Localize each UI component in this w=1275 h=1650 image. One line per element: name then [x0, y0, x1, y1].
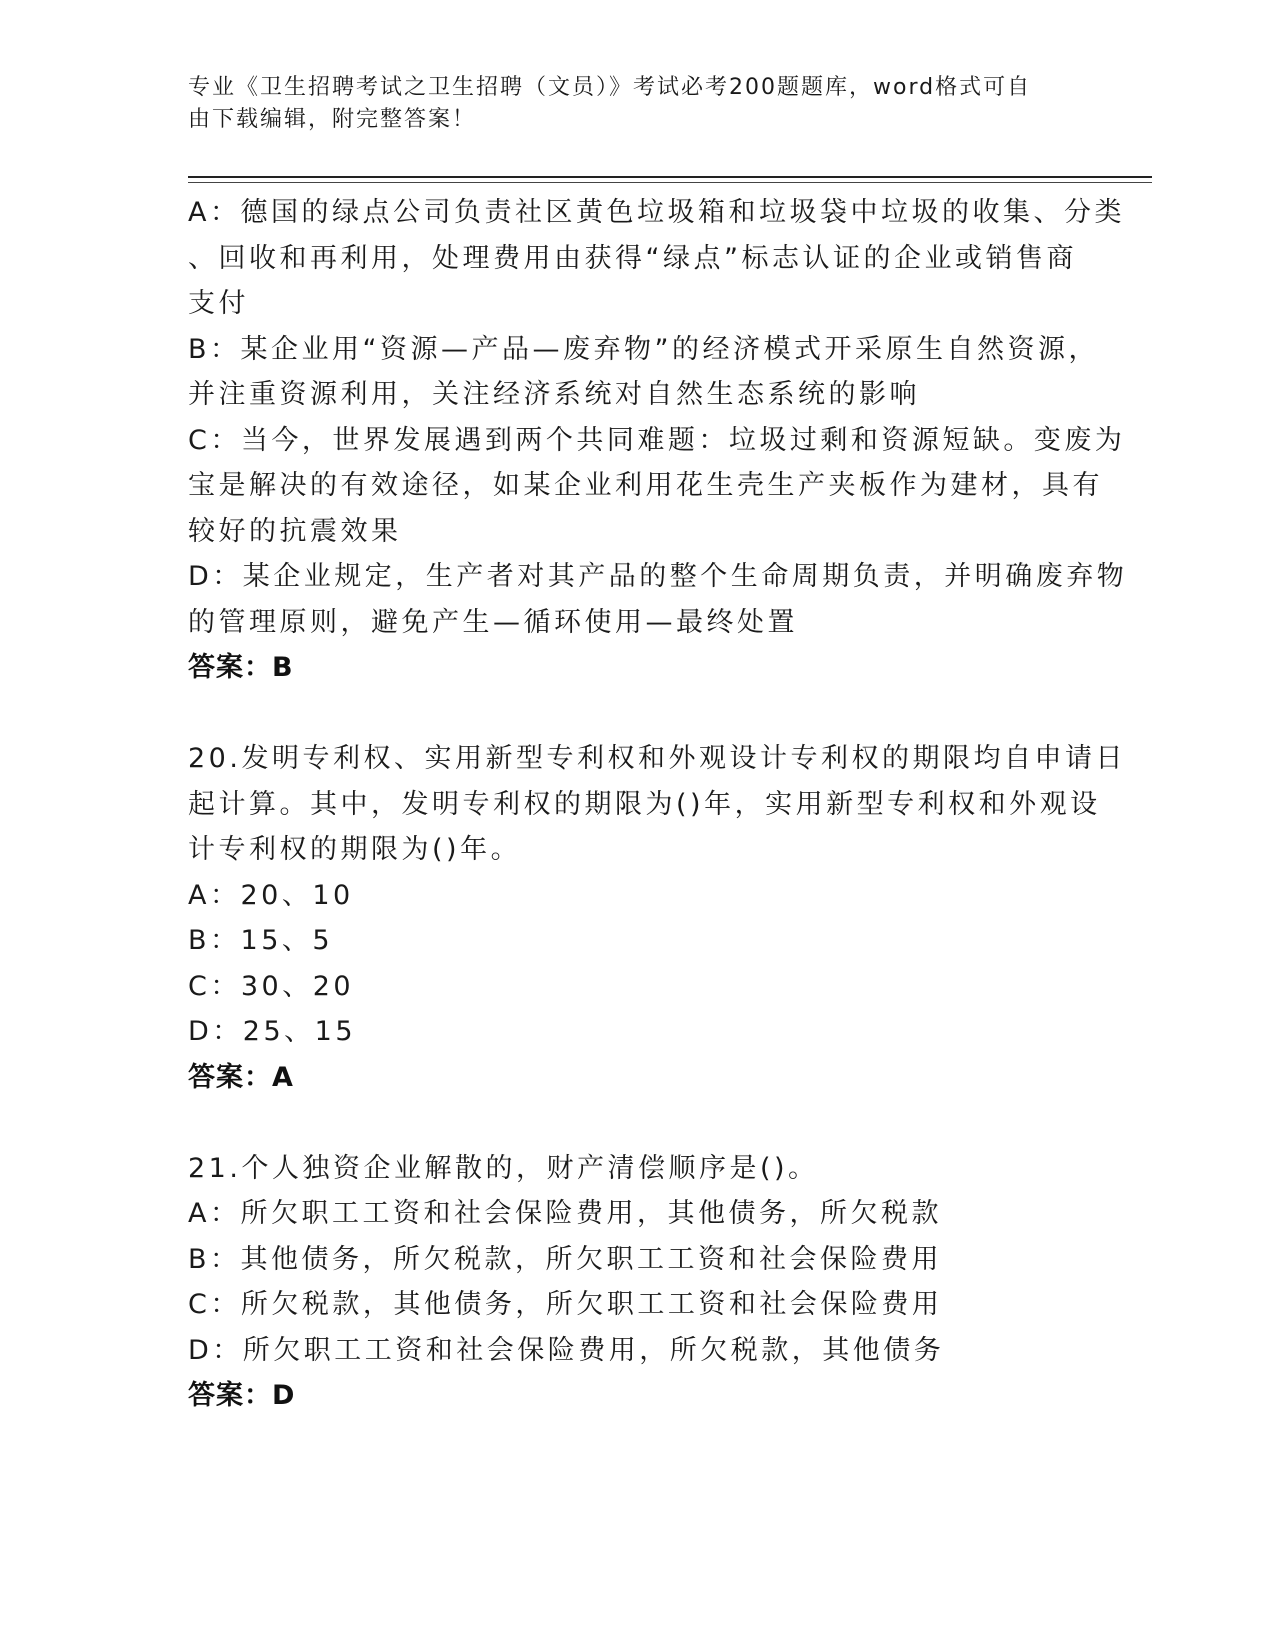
question-stem	[188, 736, 1126, 873]
option-b: B：其他债务，所欠税款，所欠职工工资和社会保险费用	[188, 1243, 943, 1275]
option-a	[188, 190, 1125, 327]
question-spacer	[188, 1100, 1078, 1146]
option-text-line: 宝是解决的有效途径，如某企业利用花生壳生产夹板作为建材，具有	[188, 470, 1103, 501]
option-d: D：所欠职工工资和社会保险费用，所欠税款，其他债务	[188, 1334, 945, 1366]
question-spacer	[188, 691, 1078, 737]
header-title-line-2: 由下载编辑，附完整答案！	[188, 107, 477, 132]
question-21	[188, 1146, 1078, 1419]
option-c: C：所欠税款，其他债务，所欠职工工资和社会保险费用	[188, 1289, 943, 1320]
question-list	[188, 190, 1128, 1419]
document-header	[188, 72, 1068, 136]
option-text-line: 并注重资源利用，关注经济系统对自然生态系统的影响	[188, 379, 920, 410]
question-20	[188, 736, 1126, 1100]
option-b	[188, 327, 1099, 418]
stem-text-line: 起计算。其中，发明专利权的期限为()年，实用新型专利权和外观设	[188, 788, 1101, 820]
header-divider-thick	[188, 176, 1152, 178]
option-text-line: C：当今，世界发展遇到两个共同难题：垃圾过剩和资源短缺。变废为	[188, 424, 1126, 456]
option-b: B：15、5	[188, 925, 334, 956]
option-c	[188, 418, 1126, 555]
stem-text-line: 20.发明专利权、实用新型专利权和外观设计专利权的期限均自申请日	[188, 743, 1126, 774]
answer-label: 答案：A	[188, 1061, 294, 1093]
question-stem: 21.个人独资企业解散的，财产清偿顺序是()。	[188, 1152, 819, 1184]
header-title-line-1: 专业《卫生招聘考试之卫生招聘（文员）》考试必考200题题库，word格式可自	[188, 75, 1032, 100]
option-text-line: A：德国的绿点公司负责社区黄色垃圾箱和垃圾袋中垃圾的收集、分类	[188, 197, 1125, 228]
option-c: C：30、20	[188, 970, 355, 1002]
stem-text-line: 计专利权的期限为()年。	[188, 834, 522, 865]
option-a: A：20、10	[188, 879, 354, 911]
option-a: A：所欠职工工资和社会保险费用，其他债务，所欠税款	[188, 1198, 942, 1229]
answer-label: 答案：D	[188, 1380, 296, 1411]
question-19-options	[188, 190, 1128, 691]
answer-label: 答案：B	[188, 652, 294, 683]
option-text-line: 较好的抗震效果	[188, 515, 402, 547]
option-text-line: 支付	[188, 288, 249, 319]
option-d	[188, 554, 1128, 645]
option-d: D：25、15	[188, 1016, 357, 1047]
option-text-line: 的管理原则，避免产生—循环使用—最终处置	[188, 606, 798, 638]
option-text-line: 、回收和再利用，处理费用由获得“绿点”标志认证的企业或销售商	[188, 242, 1077, 274]
header-divider-thin	[188, 182, 1152, 183]
option-text-line: D：某企业规定，生产者对其产品的整个生命周期负责，并明确废弃物	[188, 561, 1128, 592]
option-text-line: B：某企业用“资源—产品—废弃物”的经济模式开采原生自然资源，	[188, 333, 1099, 365]
